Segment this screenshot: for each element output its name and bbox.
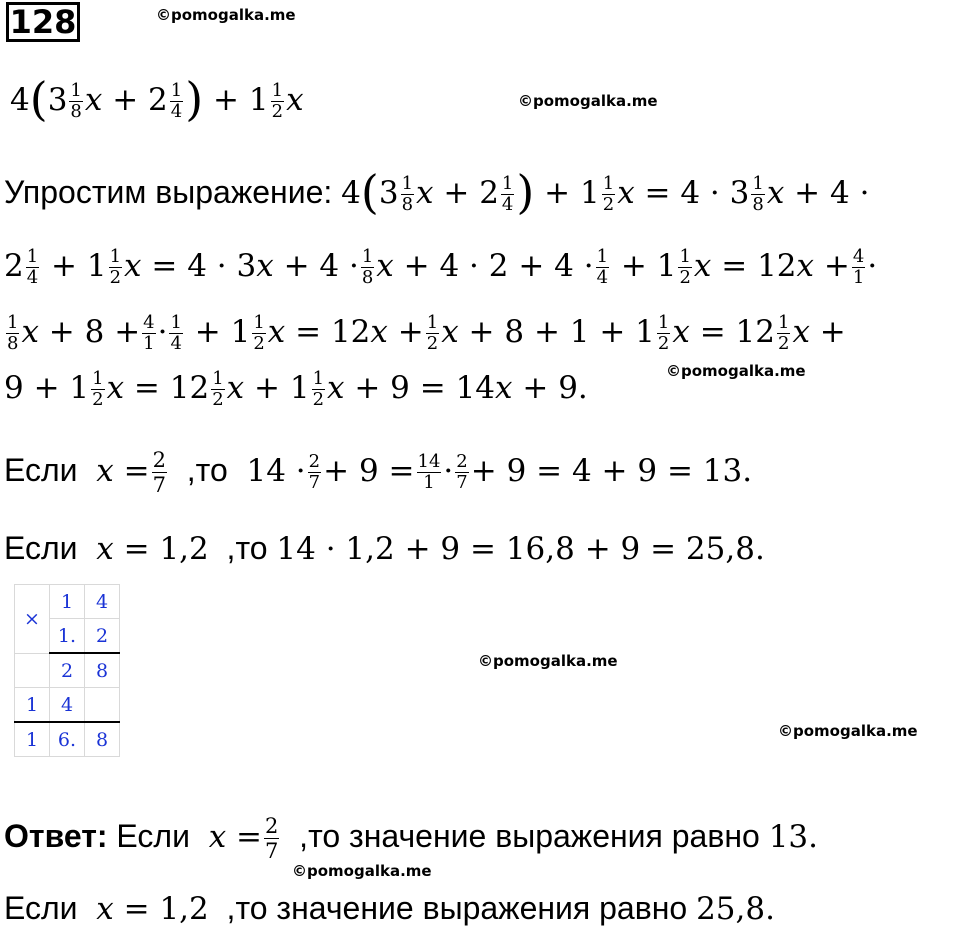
solution-line-4: 9 + 1 $\frac{1}{2}$ x = 12 $\frac{1}{2}$ x + 1 $\frac{1}{2}$ x + 9 = 14x + 9.: [4, 368, 588, 410]
column-multiplication: × 1 4 1. 2 2 8 1 4 1 6. 8: [14, 584, 120, 757]
watermark: ©pomogalka.me: [666, 362, 806, 380]
watermark: ©pomogalka.me: [292, 862, 432, 880]
case-1: Если x = $\frac{2}{7}$ ,то 14 · $\frac{2}{7}$ + 9 = $\frac{14}{1}$ · $\frac{2}{7}$ + 9 = 4 + 9 = 13.: [4, 448, 753, 497]
solution-line-3: $\frac{1}{8}$ x + 8 + $\frac{4}{1}$ · $\frac{1}{4}$ + 1 $\frac{1}{2}$ x = 12x + $\frac{1}{2}$ x + 8 + 1 + 1 $\frac{1}{2}$ x = 12 $\frac{1}{2}$ x +: [7, 312, 846, 354]
simplify-label: Упростим выражение:: [4, 174, 333, 210]
watermark: ©pomogalka.me: [156, 6, 296, 24]
multiply-sign: ×: [15, 585, 50, 654]
problem-number: 128: [6, 2, 80, 42]
answer-line-2: Если x = 1,2 ,то значение выражения равно 25,8.: [4, 890, 775, 927]
watermark: ©pomogalka.me: [478, 652, 618, 670]
solution-line-2: 2 $\frac{1}{4}$ + 1 $\frac{1}{2}$ x = 4 · 3x + 4 · $\frac{1}{8}$ x + 4 · 2 + 4 · $\frac{1}{4}$ + 1 $\frac{1}{2}$ x = 12x + $\frac{4}{1}$ ·: [4, 246, 878, 288]
answer-line-1: Ответ: Если x = $\frac{2}{7}$ ,то значение выражения равно 13.: [4, 814, 819, 863]
expression: 4(3 $\frac{1}{8}$ x + 2 $\frac{1}{4}$ ) + 1 $\frac{1}{2}$ x: [10, 71, 304, 126]
watermark: ©pomogalka.me: [518, 92, 658, 110]
solution-line-1: Упростим выражение: 4(3 $\frac{1}{8}$ x + 2 $\frac{1}{4}$ ) + 1 $\frac{1}{2}$ x = 4 · 3 $\frac{1}{8}$ x + 4 ·: [4, 164, 870, 219]
answer-label: Ответ:: [4, 818, 108, 854]
case-2: Если x = 1,2 ,то 14 · 1,2 + 9 = 16,8 + 9 = 25,8.: [4, 530, 765, 567]
watermark: ©pomogalka.me: [778, 722, 918, 740]
